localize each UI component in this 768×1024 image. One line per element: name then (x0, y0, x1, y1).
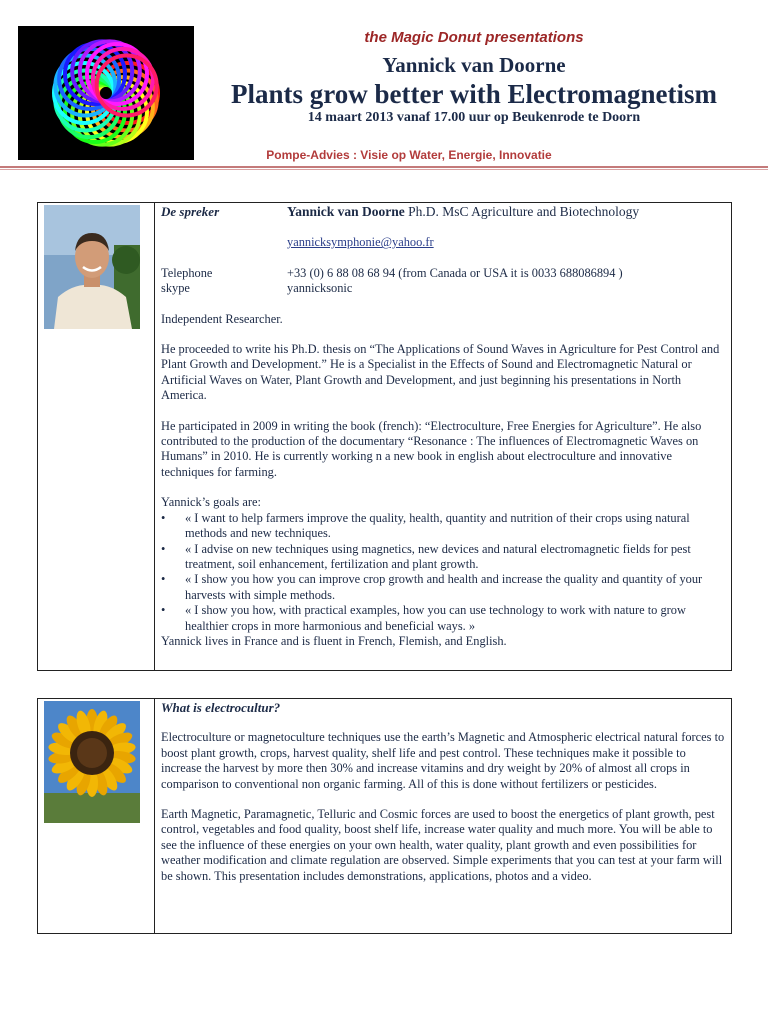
header-divider (0, 166, 768, 168)
goal-item (161, 511, 725, 542)
goal-item (161, 603, 725, 634)
goal-item (161, 542, 725, 573)
electroculture-section (37, 698, 732, 934)
donut-rings-icon (18, 26, 194, 160)
skype-value: yannicksonic (287, 281, 353, 296)
page-title: Plants grow better with Electromagnetism (231, 79, 717, 109)
speaker-label: De spreker (161, 204, 220, 219)
event-date: 14 maart 2013 vanaf 17.00 uur op Beukenrode te Doorn (307, 110, 641, 125)
speaker-closing: Yannick lives in France and is fluent in French, Flemish, and English. (161, 633, 507, 648)
header (200, 28, 748, 126)
bullet-icon: • (161, 603, 166, 618)
speaker-heading: Yannick van Doorne (382, 53, 566, 77)
speaker-photo (44, 205, 140, 329)
goal-text: « I want to help farmers improve the quality, health, quantity and nutrition of their crops using natural methods and new techniques. (185, 510, 690, 541)
bullet-icon: • (161, 510, 166, 525)
speaker-section (37, 202, 732, 671)
sunflower-photo-column (38, 699, 155, 933)
goal-text: « I show you how you can improve crop growth and health and increase the quality and quantity of your harvests with simple methods. (185, 572, 703, 602)
speaker-bio-thesis: He proceeded to write his Ph.D. thesis on “The Applications of Sound Waves in Agriculture for Pest Control and Plant Growth and Development.” He is a Specialist in the Effects of Sound and Electromagnetic Natural or Artificial Waves on Water, Plant Growth and Development, and just beginning his presentations in North America. (161, 342, 720, 403)
speaker-credentials: Ph.D. MsC Agriculture and Biotechnology (404, 204, 640, 219)
speaker-name: Yannick van Doorne (287, 204, 405, 219)
electroculture-para-2: Earth Magnetic, Paramagnetic, Telluric and Cosmic forces are used to boost the energetics of plant growth, pest control, vegetables and food quality, boost shelf life, increase water quality and much more. You will be able to see the influence of these energies on your own health, water quality, plant growth and even possibilities for weather modification and climate regulation are observed. Simple experiments that you can test at your farm will be shown. This presentation includes demonstrations, applications, photos and a video. (161, 807, 723, 883)
goal-item (161, 572, 725, 603)
bullet-icon: • (161, 541, 166, 556)
telephone-label: Telephone (161, 265, 213, 280)
goals-list (161, 511, 725, 634)
bullet-icon: • (161, 572, 166, 587)
electroculture-para-1: Electroculture or magnetoculture techniques use the earth’s Magnetic and Atmospheric electrical natural forces to boost plant growth, crops, harvest quality, shelf life and pest control. These techniques make it possible to increase the harvest by more then 30% and increase vitamins and dry weight by 20% of almost all crops in comparison to conventional non organic farming. All of this is done without fertilizers or pesticides. (161, 730, 725, 791)
goals-intro: Yannick’s goals are: (161, 495, 261, 510)
speaker-text (155, 203, 731, 670)
speaker-email-link[interactable]: yannicksymphonie@yahoo.fr (287, 235, 434, 250)
speaker-photo-column (38, 203, 155, 670)
magic-donut-logo (18, 26, 194, 160)
tagline: Pompe-Advies : Visie op Water, Energie, Innovatie (266, 148, 552, 162)
electroculture-heading: What is electrocultur? (161, 700, 281, 715)
telephone-value: +33 (0) 6 88 08 68 94 (from Canada or USA it is 0033 688086894 ) (287, 265, 623, 280)
goal-text: « I show you how, with practical examples, how you can use technology to work with nature to grow healthier crops in more harmonious and beneficial ways. » (185, 603, 686, 633)
speaker-role: Independent Researcher. (161, 311, 283, 326)
goal-text: « I advise on new techniques using magnetics, new devices and natural electromagnetic fields for pest treatment, soil enhancement, fertilization and plant growth. (185, 541, 691, 571)
header-divider-thin (0, 169, 768, 170)
sunflower-photo (44, 701, 140, 823)
skype-label: skype (161, 281, 190, 296)
electroculture-text (155, 699, 731, 933)
speaker-bio-book: He participated in 2009 in writing the book (french): “Electroculture, Free Energies for Agriculture”. He also contributed to the production of the documentary “Resonance : The influences of Electromagnetic Waves on Humans” in 2010. He is currently working n a new book in english about electroculture and innovative techniques for farming. (161, 418, 702, 479)
series-title: the Magic Donut presentations (364, 29, 584, 46)
